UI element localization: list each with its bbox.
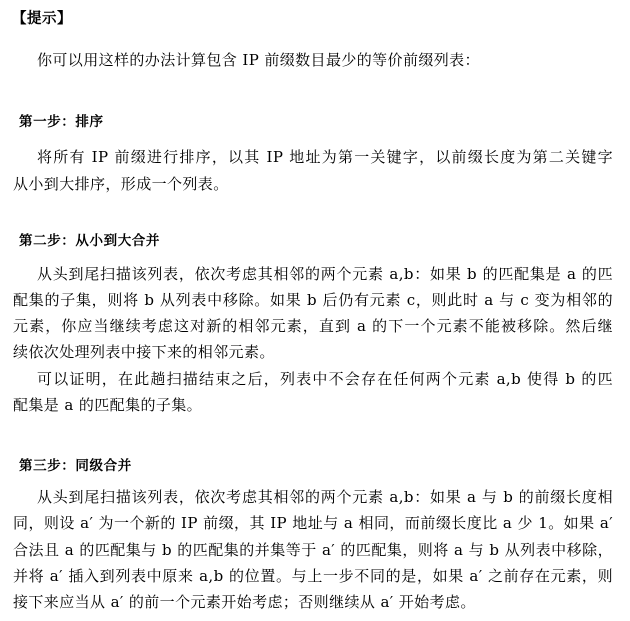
step3-line-2: 同，则设 a′ 为一个新的 IP 前缀，其 IP 地址与 a 相同，而前缀长度比 a 少 1。如果 a′ <box>13 514 613 532</box>
step2-line-1: 从头到尾扫描该列表，依次考虑其相邻的两个元素 a,b：如果 b 的匹配集是 a 的匹 <box>37 265 613 283</box>
step3-line-5: 接下来应当从 a′ 的前一个元素开始考虑；否则继续从 a′ 开始考虑。 <box>13 593 476 611</box>
step2-line-2: 配集的子集，则将 b 从列表中移除。如果 b 后仍有元素 c，则此时 a 与 c 变为相邻的 <box>13 291 613 309</box>
step2-line-5: 可以证明，在此趟扫描结束之后，列表中不会存在任何两个元素 a,b 使得 b 的匹 <box>37 370 613 388</box>
step3-line-3: 合法且 a 的匹配集与 b 的匹配集的并集等于 a′ 的匹配集，则将 a 与 b 从列表中移除， <box>13 541 613 559</box>
step3-line-4: 并将 a′ 插入到列表中原来 a,b 的位置。与上一步不同的是，如果 a′ 之前存在元素，则 <box>13 567 613 585</box>
step1-line-2: 从小到大排序，形成一个列表。 <box>13 175 229 193</box>
step2-line-6: 配集是 a 的匹配集的子集。 <box>13 396 203 414</box>
step2-heading: 第二步：从小到大合并 <box>19 233 160 249</box>
step3-heading: 第三步：同级合并 <box>19 458 132 474</box>
step2-line-4: 续依次处理列表中接下来的相邻元素。 <box>13 343 275 361</box>
intro-text: 你可以用这样的办法计算包含 IP 前缀数目最少的等价前缀列表： <box>37 51 480 69</box>
step3-line-1: 从头到尾扫描该列表，依次考虑其相邻的两个元素 a,b：如果 a 与 b 的前缀长度相 <box>37 488 613 506</box>
hint-title: 【提示】 <box>12 11 72 27</box>
step1-line-1: 将所有 IP 前缀进行排序，以其 IP 地址为第一关键字，以前缀长度为第二关键字 <box>37 148 613 166</box>
step1-heading: 第一步：排序 <box>19 114 104 130</box>
step2-line-3: 元素，你应当继续考虑这对新的相邻元素，直到 a 的下一个元素不能被移除。然后继 <box>13 317 613 335</box>
